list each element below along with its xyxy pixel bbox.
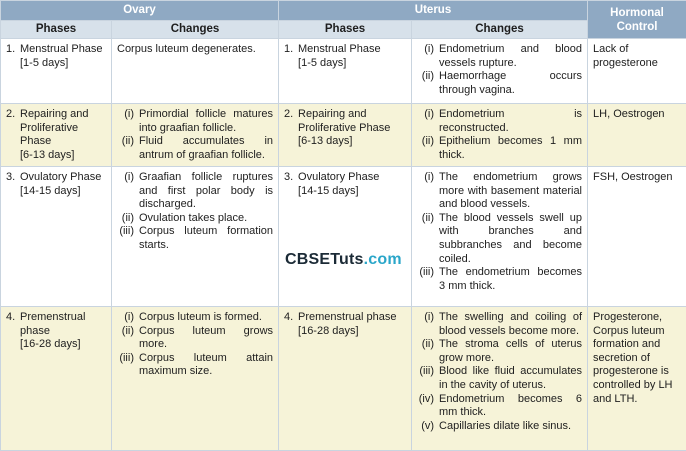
table-row (1, 307, 686, 451)
uterus-changes-cell (412, 104, 588, 167)
phase-name: Premenstrual phase (20, 311, 86, 337)
phase-number: 3. (284, 171, 294, 183)
ovary-phase-cell (1, 307, 112, 451)
list-item (417, 338, 582, 365)
list-marker: (ii) (421, 211, 435, 224)
list-marker: (ii) (421, 135, 435, 148)
list-marker: (iii) (419, 365, 435, 378)
change-text: Corpus luteum grows more. (139, 324, 274, 351)
uterus-phase-cell (279, 307, 412, 451)
watermark-logo (285, 251, 402, 269)
phase-days: [14-15 days] (20, 184, 81, 197)
list-item (117, 135, 273, 162)
ovary-changes-cell (112, 307, 279, 451)
uterus-header: Uterus (279, 1, 588, 21)
hormonal-cell: Lack of progesterone (588, 39, 686, 104)
uterus-changes-cell (412, 307, 588, 451)
hormonal-control-header: Hormonal Control (588, 1, 686, 39)
change-text: Corpus luteum formation starts. (139, 225, 274, 251)
list-item (417, 365, 582, 392)
change-text: Ovulation takes place. (139, 211, 248, 224)
change-text: The swelling and coiling of blood vessels become more. (439, 311, 583, 337)
list-marker: (iii) (119, 351, 134, 364)
list-marker: (iii) (419, 266, 435, 279)
table-row (1, 167, 686, 307)
phase-days: [16-28 days] (298, 324, 359, 337)
uterus-phase-cell (279, 167, 412, 307)
ovary-changes-header: Changes (112, 21, 279, 39)
uterus-phase-cell (279, 39, 412, 104)
list-marker: (i) (424, 171, 435, 183)
ovary-phase-cell (1, 104, 112, 167)
phase-number: 3. (6, 171, 16, 183)
list-marker: (i) (424, 311, 435, 323)
phase-days: [6-13 days] (20, 148, 75, 161)
change-text: Graafian follicle ruptures and first polar body is discharged. (139, 171, 274, 211)
change-text: The blood vessels swell up with branches and subbranches and become coiled. (439, 211, 583, 265)
ovary-changes-cell (112, 104, 279, 167)
uterus-changes-header: Changes (412, 21, 588, 39)
watermark-text: CBSETuts (285, 251, 364, 268)
phase-name: Menstrual Phase (20, 43, 103, 55)
phase-name: Menstrual Phase (298, 43, 381, 55)
change-text: Endometrium and blood vessels rupture. (439, 43, 583, 69)
list-marker: (i) (424, 43, 435, 55)
uterus-phase-cell (279, 104, 412, 167)
list-item (117, 311, 273, 325)
uterus-changes-cell (412, 167, 588, 307)
list-item (417, 70, 582, 97)
change-text: Corpus luteum is formed. (139, 311, 262, 323)
header-row-main (1, 1, 686, 21)
ovary-phase-cell (1, 39, 112, 104)
change-text: Corpus luteum degenerates. (117, 43, 256, 55)
hormonal-cell: Progesterone, Corpus luteum formation and secretion of progesterone is controlled by LH and LTH. (588, 307, 686, 451)
change-text: Fluid accumulates in antrum of graafian follicle. (139, 135, 274, 161)
list-marker: (i) (124, 171, 134, 183)
list-item (117, 325, 273, 352)
list-marker: (i) (424, 108, 435, 120)
list-marker: (i) (124, 311, 134, 323)
list-item (417, 266, 582, 293)
phase-number: 1. (284, 43, 294, 55)
list-item (117, 212, 273, 226)
phase-number: 4. (6, 311, 16, 323)
change-text: The endometrium becomes 3 mm thick. (439, 266, 583, 292)
list-item (417, 311, 582, 338)
phase-name: Ovulatory Phase (298, 171, 380, 183)
phase-number: 2. (284, 108, 294, 120)
list-marker: (ii) (121, 211, 134, 224)
header-row-sub (1, 21, 686, 39)
phase-name: Ovulatory Phase (20, 171, 102, 183)
change-text: The stroma cells of uterus grow more. (439, 338, 583, 364)
list-item (417, 212, 582, 266)
list-item (117, 108, 273, 135)
list-item (117, 225, 273, 252)
change-text: The endometrium grows more with basement material and blood vessels. (439, 171, 583, 211)
change-text: Primordial follicle matures into graafian follicle. (139, 108, 274, 134)
hormonal-cell: FSH, Oestrogen (588, 167, 686, 307)
uterus-phases-header: Phases (279, 21, 412, 39)
change-text: Endometrium is reconstructed. (439, 108, 583, 134)
table-row (1, 39, 686, 104)
phase-name: Repairing and Proliferative Phase (20, 108, 89, 148)
uterus-changes-cell (412, 39, 588, 104)
watermark-domain: .com (363, 251, 402, 268)
phase-days: [6-13 days] (298, 135, 353, 148)
list-marker: (v) (421, 419, 435, 432)
change-text: Haemorrhage occurs through vagina. (439, 70, 583, 96)
list-item (117, 352, 273, 379)
phase-days: [16-28 days] (20, 338, 81, 351)
phase-name: Premenstrual phase (298, 311, 397, 323)
ovary-changes-cell (112, 39, 279, 104)
list-item (417, 108, 582, 135)
phase-number: 4. (284, 311, 294, 323)
list-item (417, 171, 582, 212)
change-text: Capillaries dilate like sinus. (439, 419, 572, 432)
change-text: Endometrium becomes 6 mm thick. (439, 392, 583, 419)
change-text: Epithelium becomes 1 mm thick. (439, 135, 583, 161)
phase-name: Repairing and Proliferative Phase (298, 108, 391, 134)
table-row (1, 104, 686, 167)
list-item (117, 171, 273, 212)
change-text: Corpus luteum attain maximum size. (139, 351, 274, 378)
phase-number: 1. (6, 43, 16, 55)
ovary-phases-header: Phases (1, 21, 112, 39)
list-marker: (ii) (421, 70, 435, 83)
list-item (417, 43, 582, 70)
phase-days: [1-5 days] (298, 56, 347, 69)
change-text: Blood like fluid accumulates in the cavity of uterus. (439, 365, 583, 391)
phase-number: 2. (6, 108, 16, 120)
list-item (417, 393, 582, 420)
ovary-changes-cell (112, 167, 279, 307)
ovary-phase-cell (1, 167, 112, 307)
list-marker: (iv) (418, 392, 435, 405)
phase-days: [14-15 days] (298, 184, 359, 197)
phase-days: [1-5 days] (20, 56, 69, 69)
list-marker: (iii) (119, 225, 134, 238)
list-marker: (ii) (121, 324, 134, 337)
hormonal-cell: LH, Oestrogen (588, 104, 686, 167)
list-marker: (ii) (421, 338, 435, 351)
list-item (417, 135, 582, 162)
ovary-header: Ovary (1, 1, 279, 21)
list-item (417, 420, 582, 434)
list-marker: (i) (124, 108, 134, 120)
list-marker: (ii) (121, 135, 134, 148)
